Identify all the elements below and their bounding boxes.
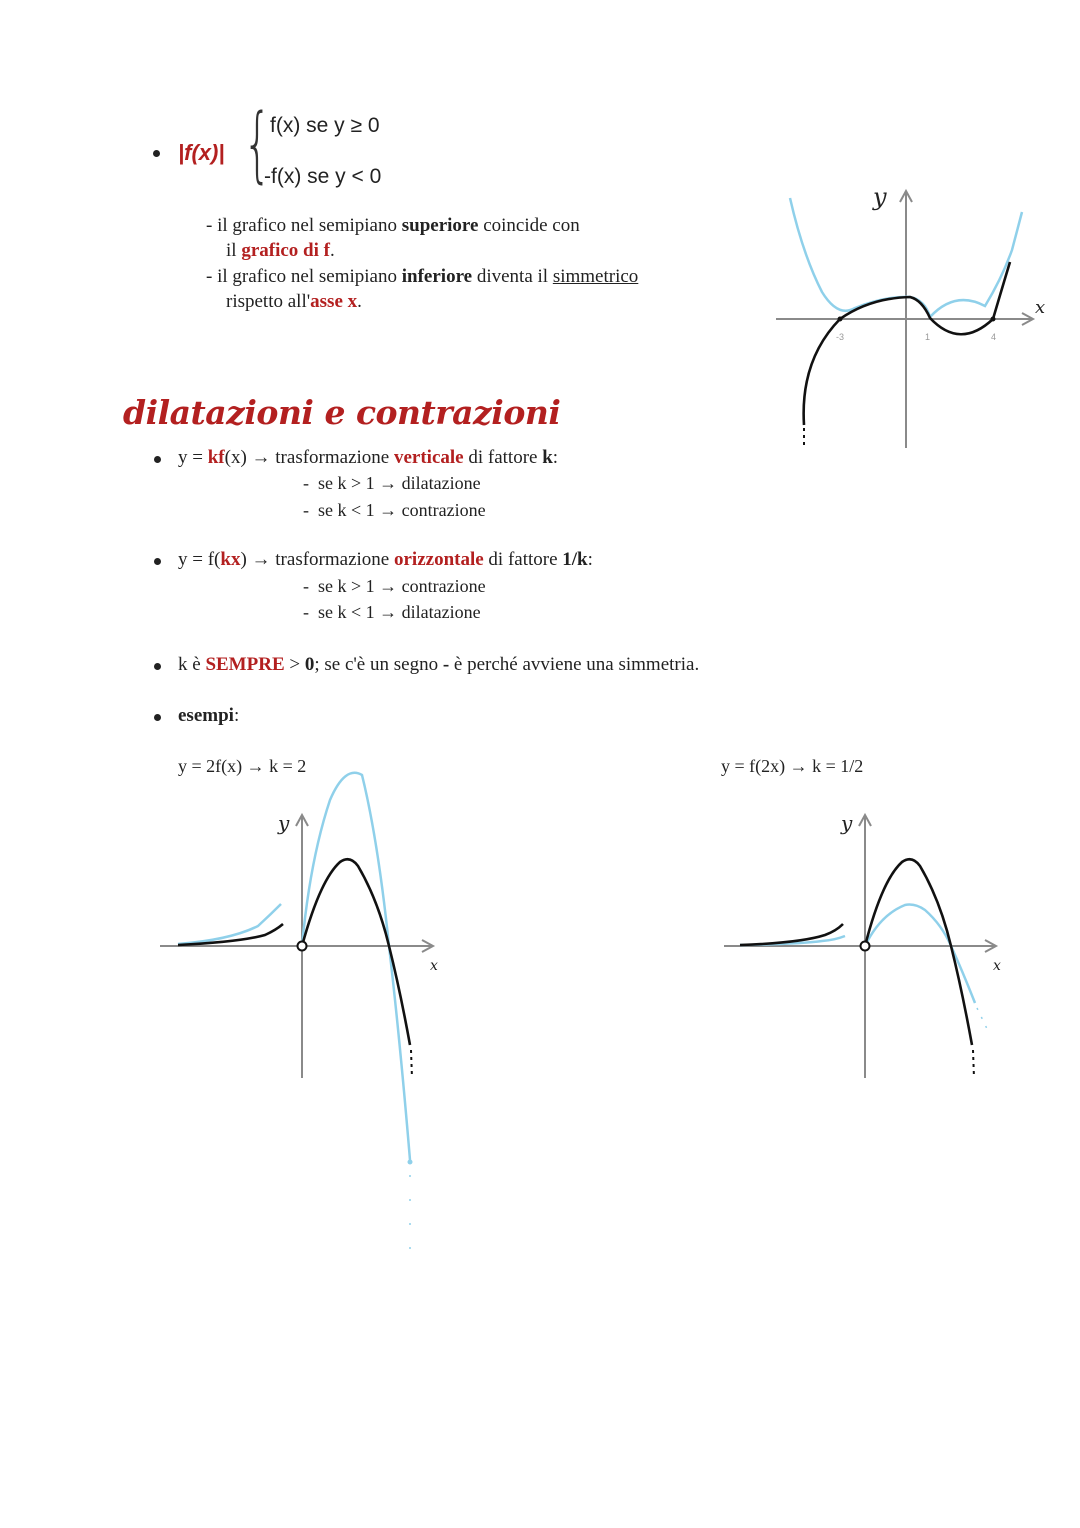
examples-label: esempi:: [178, 705, 240, 726]
ex1-y-label: y: [278, 811, 290, 835]
abs-graph-y-label: y: [873, 183, 887, 211]
abs-note-1: - il grafico nel semipiano superiore coincide con: [206, 215, 580, 236]
ex2-blue-main: [865, 905, 975, 1003]
k-rule: k è SEMPRE > 0; se c'è un segno - è perché avviene una simmetria.: [178, 654, 700, 675]
ex2-y-label: y: [841, 811, 853, 835]
ex2-x-label: x: [993, 958, 1001, 974]
ex1-x-label: x: [430, 958, 438, 974]
case-brace: {: [243, 97, 272, 192]
abs-graph-tick-1: 1: [925, 332, 931, 342]
abs-graph-x-label: x: [1035, 297, 1046, 318]
ex2-black-main: [865, 859, 972, 1045]
horizontal-sub-2: - se k < 1 → dilatazione: [303, 602, 481, 622]
ex2-black-left: [740, 924, 843, 945]
ex2-origin-circle: [861, 942, 870, 951]
abs-label: |f(x)|: [178, 140, 225, 165]
abs-graph-tick-4: 4: [991, 332, 997, 342]
horizontal-rule: y = f(kx) → trasformazione orizzontale di fattore 1/k:: [178, 549, 593, 570]
horizontal-sub-1: - se k > 1 → contrazione: [303, 576, 486, 596]
example-1-title: y = 2f(x) → k = 2: [178, 756, 307, 776]
example-2-title: y = f(2x) → k = 1/2: [721, 756, 864, 776]
abs-note-1b: il grafico di f.: [226, 240, 335, 261]
abs-note-2: - il grafico nel semipiano inferiore diventa il simmetrico: [206, 266, 639, 287]
abs-note-3: rispetto all'asse x.: [226, 291, 362, 312]
case-negative: -f(x) se y < 0: [264, 165, 382, 188]
vertical-sub-2: - se k < 1 → contrazione: [303, 500, 486, 520]
vertical-rule: y = kf(x) → trasformazione verticale di fattore k:: [178, 447, 559, 468]
case-positive: f(x) se y ≥ 0: [270, 114, 380, 137]
abs-graph-tick-m3: -3: [836, 332, 845, 342]
vertical-sub-1: - se k > 1 → dilatazione: [303, 473, 481, 493]
ex2-black-dash: [973, 1050, 974, 1078]
ex2-blue-dash: [977, 1008, 990, 1035]
section-heading: dilatazioni e contrazioni: [123, 393, 561, 432]
